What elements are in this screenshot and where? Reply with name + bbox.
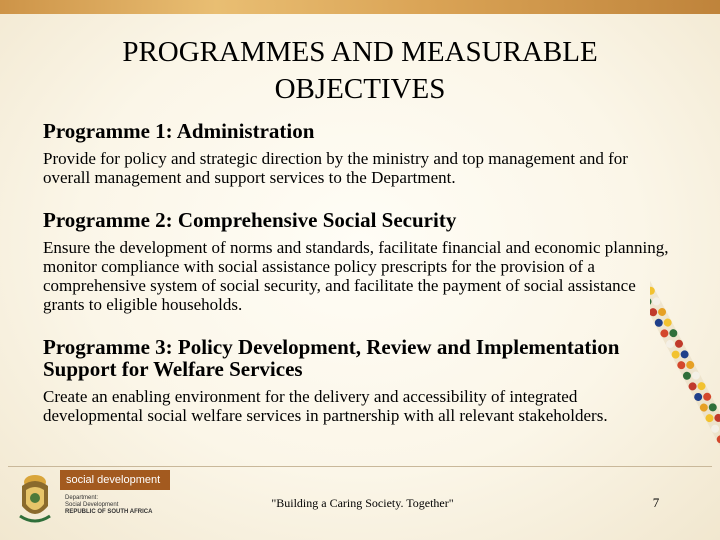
- slide-title: PROGRAMMES AND MEASURABLE OBJECTIVES: [122, 36, 598, 105]
- department-logo: [10, 470, 170, 530]
- department-line: Department:: [65, 495, 99, 501]
- brand-name: social development: [60, 470, 170, 490]
- programme-description: Ensure the development of norms and standards, facilitate financial and economic planning, monitor compliance with social assistance policy prescripts for the provision of a comprehensive system of social security, and facilitate the payment of social assistance grants to eligible households.: [43, 238, 669, 314]
- country-name: REPUBLIC OF SOUTH AFRICA: [65, 509, 153, 515]
- footer-slogan: "Building a Caring Society. Together": [271, 496, 454, 510]
- footer-divider: [8, 466, 712, 467]
- top-decorative-band: [0, 0, 720, 14]
- programme-description: Provide for policy and strategic direction by the ministry and top management and for overall management and support services to the Department.: [43, 149, 628, 187]
- programme-heading: Programme 3: Policy Development, Review and Implementation Support for Welfare Services: [43, 335, 620, 381]
- department-line: Social Development: [65, 502, 119, 508]
- programme-heading: Programme 1: Administration: [43, 119, 315, 143]
- department-text: [65, 495, 170, 516]
- programme-description: Create an enabling environment for the delivery and accessibility of integrated developmental social welfare services in partnership with all relevant stakeholders.: [43, 387, 608, 425]
- page-number: 7: [652, 495, 660, 510]
- programme-item: [43, 209, 675, 314]
- programme-item: [43, 120, 675, 187]
- programme-list: [43, 120, 675, 425]
- coat-of-arms-icon: [14, 472, 56, 526]
- programme-heading: Programme 2: Comprehensive Social Security: [43, 208, 457, 232]
- programme-item: [43, 336, 675, 425]
- beadwork-decoration-icon: [650, 270, 720, 470]
